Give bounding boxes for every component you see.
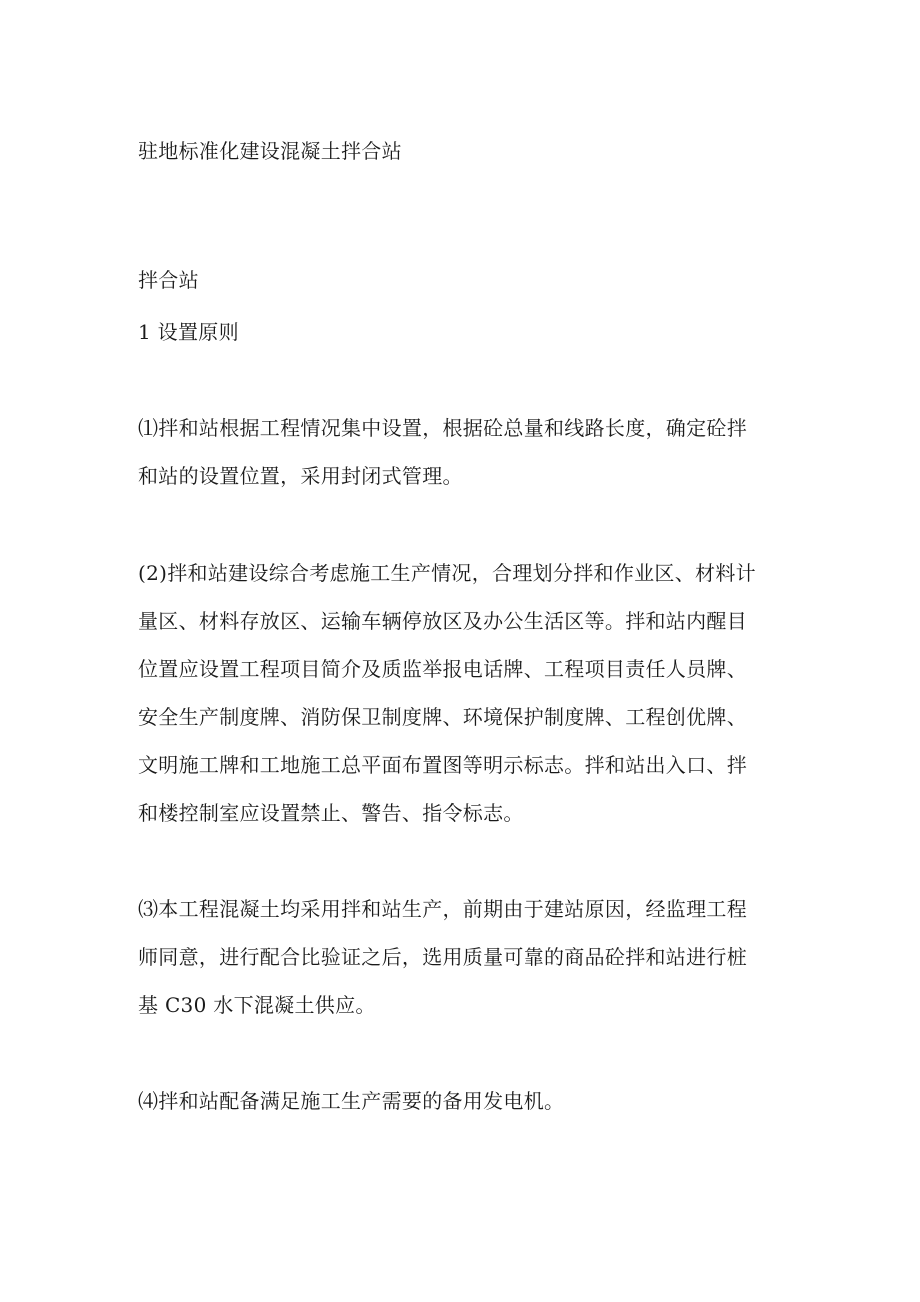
paragraph-line: ⑴拌和站根据工程情况集中设置，根据砼总量和线路长度，确定砼拌 (138, 416, 747, 440)
paragraph-line: 基 C30 水下混凝土供应。 (138, 993, 376, 1017)
section-title: 拌合站 (138, 268, 199, 292)
paragraph-line: 文明施工牌和工地施工总平面布置图等明示标志。拌和站出入口、拌 (138, 753, 747, 777)
document-title: 驻地标准化建设混凝土拌合站 (138, 139, 402, 163)
paragraph-line: 安全生产制度牌、消防保卫制度牌、环境保护制度牌、工程创优牌、 (138, 705, 747, 729)
paragraph-line: 量区、材料存放区、运输车辆停放区及办公生活区等。拌和站内醒目 (138, 609, 747, 633)
paragraph-line: 和站的设置位置，采用封闭式管理。 (138, 464, 463, 488)
paragraph-2 (138, 549, 788, 837)
paragraph-line: 位置应设置工程项目简介及质监举报电话牌、工程项目责任人员牌、 (138, 657, 747, 681)
paragraph-4 (138, 1077, 788, 1125)
paragraph-line: 和楼控制室应设置禁止、警告、指令标志。 (138, 801, 524, 825)
paragraph-line: 师同意，进行配合比验证之后，选用质量可靠的商品砼拌和站进行桩 (138, 945, 747, 969)
subsection-heading: 1 设置原则 (138, 320, 239, 344)
paragraph-1 (138, 404, 788, 500)
paragraph-line: (2)拌和站建设综合考虑施工生产情况，合理划分拌和作业区、材料计 (138, 561, 756, 585)
paragraph-3 (138, 885, 788, 1029)
paragraph-line: ⑷拌和站配备满足施工生产需要的备用发电机。 (138, 1089, 565, 1113)
paragraph-line: ⑶本工程混凝土均采用拌和站生产，前期由于建站原因，经监理工程 (138, 897, 747, 921)
